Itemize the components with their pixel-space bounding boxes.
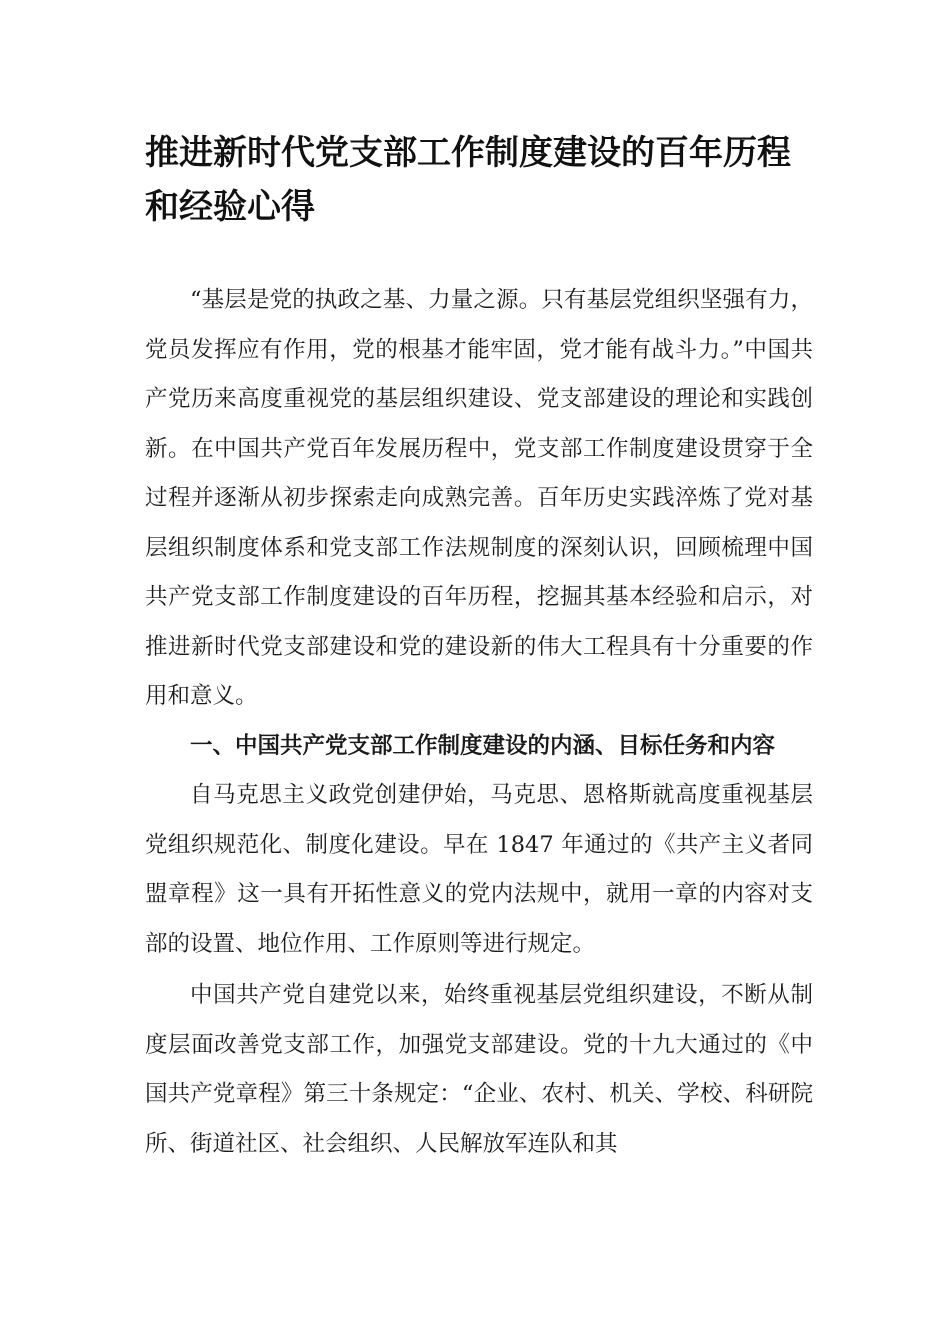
body-paragraph-2: 中国共产党自建党以来，始终重视基层党组织建设，不断从制度层面改善党支部工作，加强党支部建设。党的十九大通过的《中国共产党章程》第三十条规定：“企业、农村、机关、学校、科研院所、街道社区、社会组织、人民解放军连队和其 [145, 982, 813, 1157]
body-paragraph-1: 自马克思主义政党创建伊始，马克思、恩格斯就高度重视基层党组织规范化、制度化建设。早在 1847 年通过的《共产主义者同盟章程》这一具有开拓性意义的党内法规中，就用一章的内容对支部的设置、地位作用、工作原则等进行规定。 [145, 782, 813, 957]
section-heading: 一、中国共产党支部工作制度建设的内涵、目标任务和内容 [190, 732, 776, 759]
document-title: 推进新时代党支部工作制度建设的百年历程和经验心得 [145, 133, 791, 227]
document-body [145, 276, 813, 1169]
intro-paragraph: “基层是党的执政之基、力量之源。只有基层党组织坚强有力，党员发挥应有作用，党的根基才能牢固，党才能有战斗力。”中国共产党历来高度重视党的基层组织建设、党支部建设的理论和实践创新。在中国共产党百年发展历程中，党支部工作制度建设贯穿于全过程并逐渐从初步探索走向成熟完善。百年历史实践淬炼了党对基层组织制度体系和党支部工作法规制度的深刻认识，回顾梳理中国共产党支部工作制度建设的百年历程，挖掘其基本经验和启示，对推进新时代党支部建设和党的建设新的伟大工程具有十分重要的作用和意义。 [145, 287, 813, 709]
